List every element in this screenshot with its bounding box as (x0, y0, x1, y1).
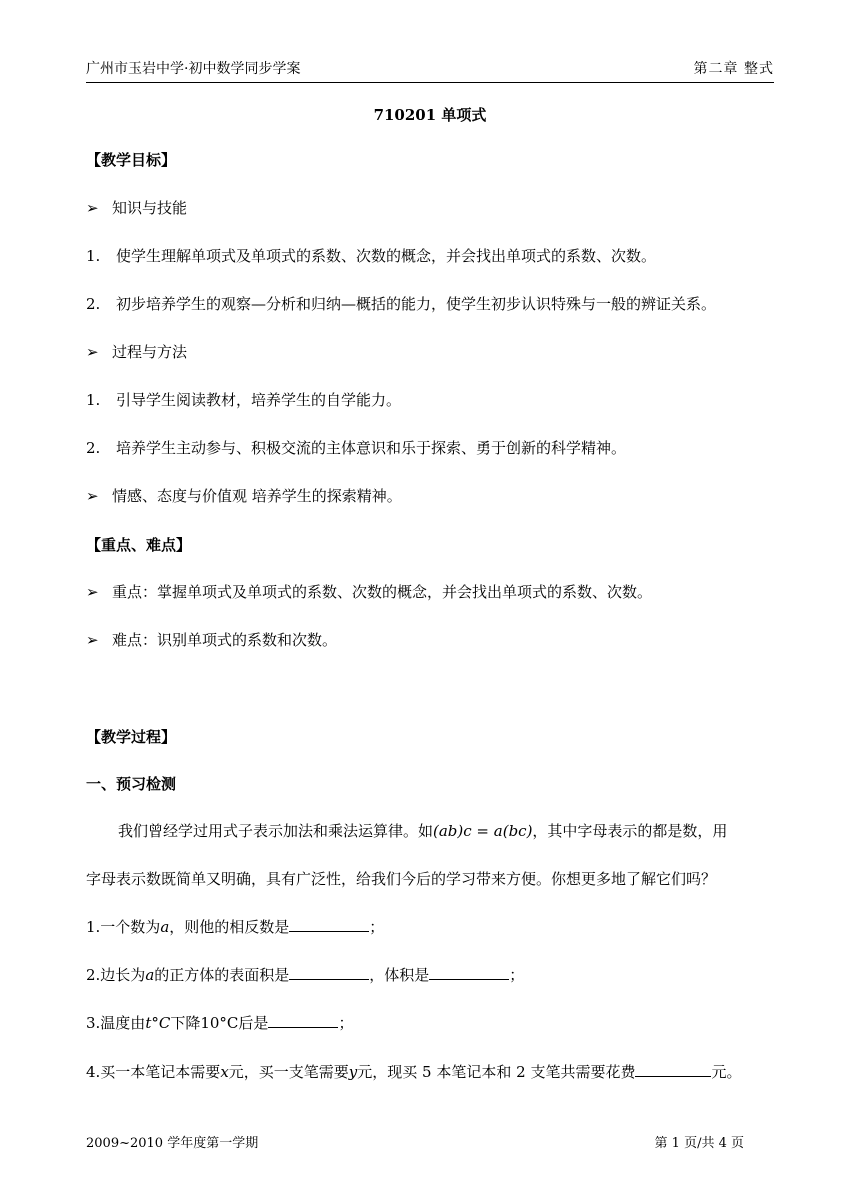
objectives-heading: 【教学目标】 (86, 151, 177, 169)
q4-end: 元。 (711, 1063, 742, 1081)
answer-blank[interactable] (268, 1013, 338, 1028)
q2-end: ； (509, 966, 525, 984)
question-1 (86, 917, 384, 937)
objective-attitude (86, 486, 402, 506)
keypoints-heading: 【重点、难点】 (86, 536, 192, 554)
answer-blank[interactable] (289, 917, 369, 932)
q4-text-cont2: 元，现买 5 本笔记本和 2 支笔共需要花费 (357, 1063, 636, 1081)
arrow-bullet-icon: ➢ (86, 343, 99, 361)
q1-end: ； (369, 918, 385, 936)
page-header (86, 58, 774, 80)
footer-term: 2009~2010 学年度第一学期 (86, 1136, 259, 1151)
header-school: 广州市玉岩中学·初中数学同步学案 (86, 61, 301, 77)
answer-blank[interactable] (635, 1062, 711, 1077)
question-4 (86, 1062, 741, 1082)
attitude-label: 情感、态度与价值观 培养学生的探索精神。 (112, 487, 402, 505)
objective-k2 (86, 294, 716, 314)
objective-skills (86, 198, 187, 218)
objective-p2 (86, 438, 626, 458)
q4-variable-y: y (348, 1063, 358, 1081)
section-preview-title: 一、预习检测 (86, 775, 177, 793)
arrow-bullet-icon: ➢ (86, 583, 99, 601)
header-divider (86, 82, 774, 83)
keypoint-difficult (86, 630, 337, 650)
item-text: 引导学生阅读教材，培养学生的自学能力。 (116, 391, 402, 409)
objective-k1 (86, 246, 656, 266)
answer-blank-surface[interactable] (289, 965, 369, 980)
intro-paragraph-line1 (118, 821, 727, 841)
answer-blank-volume[interactable] (429, 965, 509, 980)
q3-text-cont: 下降 (170, 1014, 201, 1032)
q2-variable: a (145, 966, 155, 984)
q2-text: 2.边长为 (86, 966, 146, 984)
arrow-bullet-icon: ➢ (86, 487, 99, 505)
q4-text: 4.买一本笔记本需要 (86, 1063, 221, 1081)
q4-text-cont: 元，买一支笔需要 (228, 1063, 349, 1081)
item-text: 培养学生主动参与、积极交流的主体意识和乐于探索、勇于创新的科学精神。 (116, 439, 627, 457)
objective-process (86, 342, 187, 362)
arrow-bullet-icon: ➢ (86, 631, 99, 649)
header-chapter: 第二章 整式 (693, 61, 774, 77)
q2-text-volume: ，体积是 (369, 966, 430, 984)
q3-end: ； (338, 1014, 354, 1032)
item-number: 1. (86, 247, 101, 265)
difficult-text: 难点：识别单项式的系数和次数。 (112, 631, 338, 649)
q4-variable-x: x (220, 1063, 229, 1081)
q3-amount: 10°C (200, 1014, 239, 1032)
skills-label: 知识与技能 (112, 199, 188, 217)
objective-p1 (86, 390, 401, 410)
q3-text: 3.温度由 (86, 1014, 146, 1032)
item-text: 初步培养学生的观察—分析和归纳—概括的能力，使学生初步认识特殊与一般的辨证关系。 (116, 295, 717, 313)
q2-text-cont: 的正方体的表面积是 (154, 966, 290, 984)
keypoint-key (86, 582, 652, 602)
q3-text-end: 后是 (238, 1014, 269, 1032)
item-number: 2. (86, 295, 101, 313)
intro-formula: (ab)c = a(bc) (433, 822, 533, 840)
intro-text: 我们曾经学过用式子表示加法和乘法运算律。如 (118, 822, 434, 840)
q1-variable: a (160, 918, 170, 936)
q1-text-cont: ，则他的相反数是 (169, 918, 290, 936)
item-number: 1. (86, 391, 101, 409)
intro-text-cont: ，其中字母表示的都是数，用 (532, 822, 728, 840)
q3-variable: t°C (145, 1014, 171, 1032)
item-text: 使学生理解单项式及单项式的系数、次数的概念，并会找出单项式的系数、次数。 (116, 247, 657, 265)
page-title: 710201 单项式 (373, 106, 487, 124)
question-2 (86, 965, 524, 985)
item-number: 2. (86, 439, 101, 457)
intro-paragraph-line2: 字母表示数既简单又明确，具有广泛性，给我们今后的学习带来方便。你想更多地了解它们吗？ (86, 870, 717, 888)
key-text: 重点：掌握单项式及单项式的系数、次数的概念，并会找出单项式的系数、次数。 (112, 583, 653, 601)
footer-page-number: 第 1 页/共 4 页 (654, 1136, 744, 1151)
question-3 (86, 1013, 353, 1033)
process-label: 过程与方法 (112, 343, 188, 361)
q1-text: 1.一个数为 (86, 918, 161, 936)
arrow-bullet-icon: ➢ (86, 199, 99, 217)
process-heading: 【教学过程】 (86, 728, 177, 746)
